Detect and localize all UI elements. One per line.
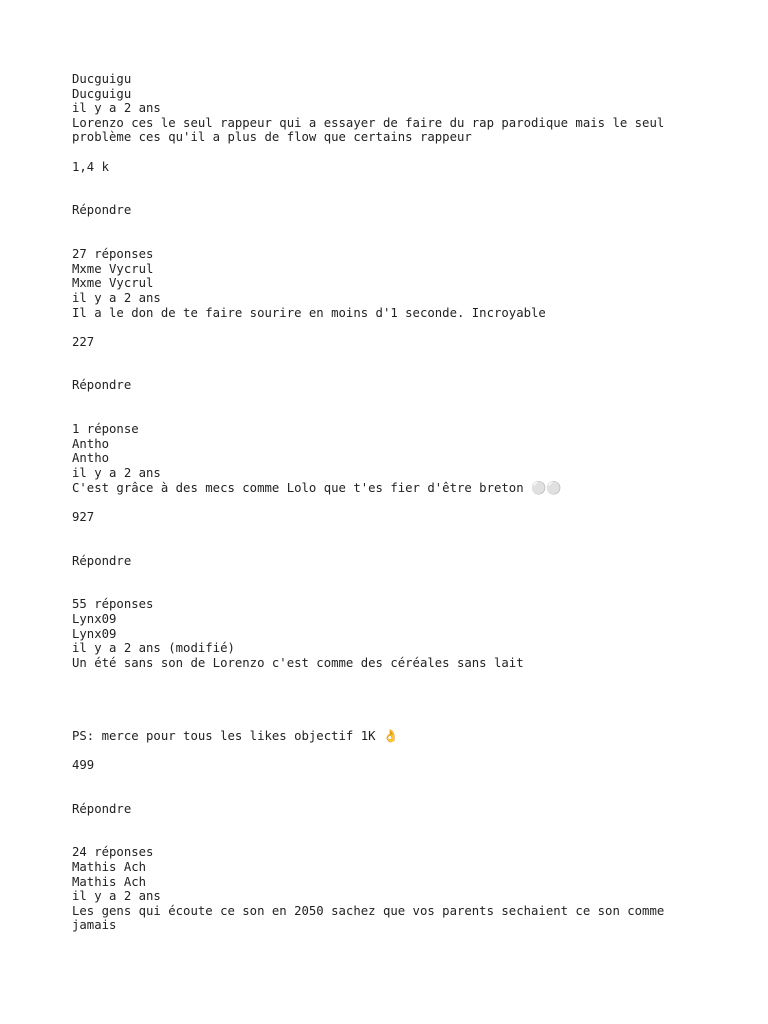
comment-text-ps: PS: merce pour tous les likes objectif 1K 👌 xyxy=(72,728,399,743)
comment-author-avatar-label[interactable]: Ducguigu xyxy=(72,72,132,86)
comment-timestamp[interactable]: il y a 2 ans xyxy=(72,290,161,305)
comment-author-name[interactable]: Mathis Ach xyxy=(72,874,147,889)
comment xyxy=(72,72,692,262)
comment-author-avatar-label[interactable]: Antho xyxy=(72,436,110,451)
comment-author-avatar-label[interactable]: Mathis Ach xyxy=(72,860,147,875)
comment-text: Un été sans son de Lorenzo c'est comme des céréales sans lait xyxy=(72,655,524,670)
like-count: 927 xyxy=(72,509,95,524)
comment xyxy=(72,860,692,933)
comment-timestamp[interactable]: il y a 2 ans (modifié) xyxy=(72,641,235,656)
comment-author-name[interactable]: Mxme Vycrul xyxy=(72,276,154,291)
comment xyxy=(72,262,692,437)
like-count: 1,4 k xyxy=(72,159,110,174)
comment-timestamp[interactable]: il y a 2 ans xyxy=(72,889,161,904)
comment-author-name[interactable]: Lynx09 xyxy=(72,626,117,641)
view-replies-button[interactable]: 1 réponse xyxy=(72,422,139,437)
comment xyxy=(72,437,692,612)
comment-text: Les gens qui écoute ce son en 2050 sachez que vos parents sechaient ce son comme jamais xyxy=(72,903,672,933)
reply-button[interactable]: Répondre xyxy=(72,203,132,218)
comment-text: C'est grâce à des mecs comme Lolo que t'es fier d'être breton ⚪⚪ xyxy=(72,480,562,495)
like-count: 227 xyxy=(72,334,95,349)
comment-text: Lorenzo ces le seul rappeur qui a essayer de faire du rap parodique mais le seul problème ces qu'il a plus de flow que certains rappeur xyxy=(72,115,672,145)
comment-timestamp[interactable]: il y a 2 ans xyxy=(72,466,161,481)
comment-author-name[interactable]: Ducguigu xyxy=(72,86,132,101)
comment-author-avatar-label[interactable]: Lynx09 xyxy=(72,611,117,626)
like-count: 499 xyxy=(72,757,95,772)
view-replies-button[interactable]: 27 réponses xyxy=(72,247,154,262)
comment-author-name[interactable]: Antho xyxy=(72,451,110,466)
view-replies-button[interactable]: 24 réponses xyxy=(72,845,154,860)
comment-timestamp[interactable]: il y a 2 ans xyxy=(72,101,161,116)
comment xyxy=(72,612,692,860)
view-replies-button[interactable]: 55 réponses xyxy=(72,597,154,612)
reply-button[interactable]: Répondre xyxy=(72,801,132,816)
reply-button[interactable]: Répondre xyxy=(72,378,132,393)
comment-author-avatar-label[interactable]: Mxme Vycrul xyxy=(72,261,154,276)
reply-button[interactable]: Répondre xyxy=(72,553,132,568)
comment-text: Il a le don de te faire sourire en moins d'1 seconde. Incroyable xyxy=(72,305,546,320)
